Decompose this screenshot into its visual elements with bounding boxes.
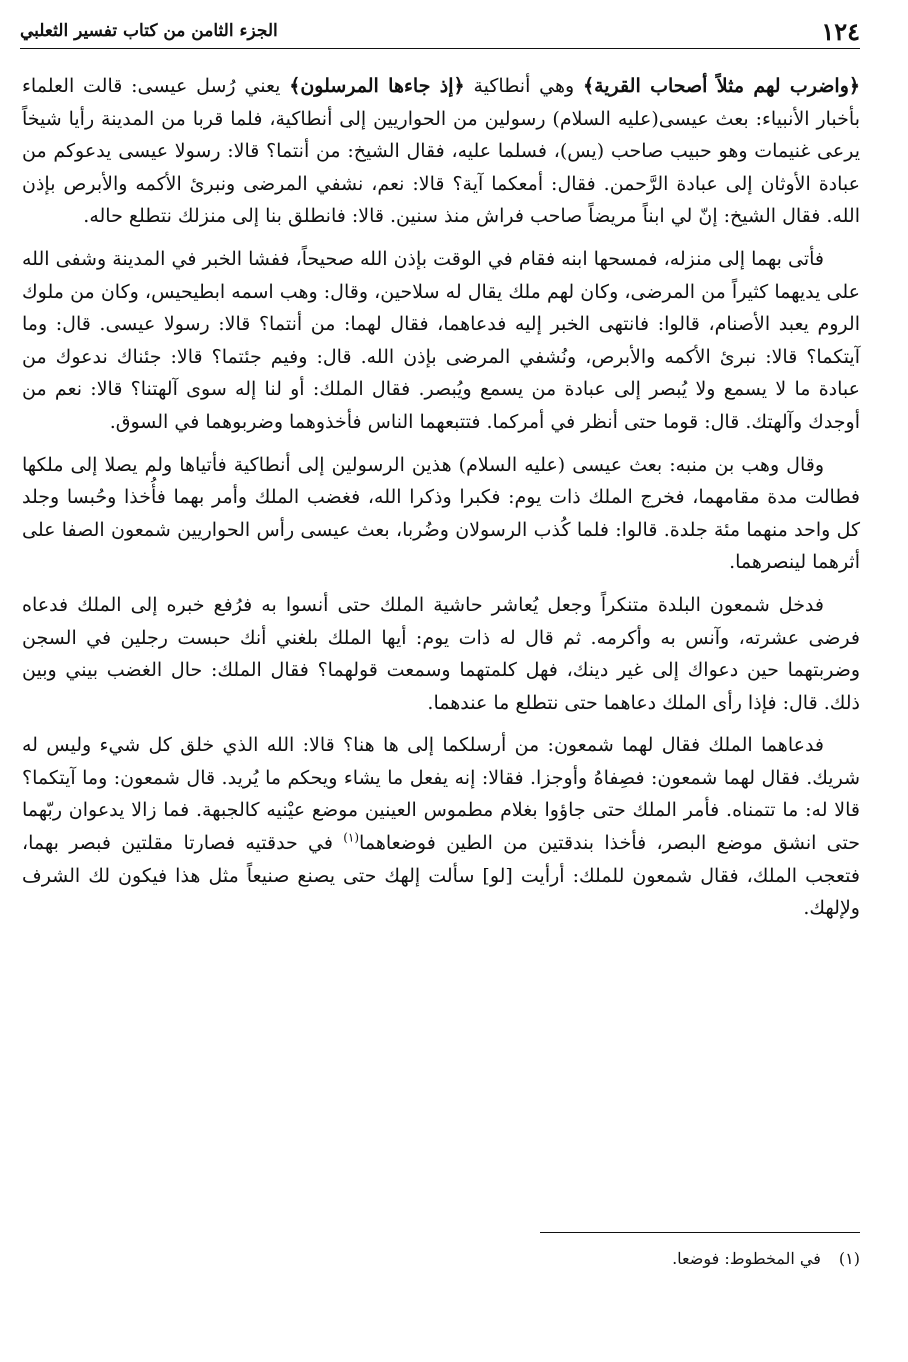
paragraph-2: فأتى بهما إلى منزله، فمسحها ابنه فقام في الوقت بإذن الله صحيحاً، ففشا الخبر في المدينة وشفى الله على يديهما كثيراً من المرضى، وكان لهم ملك يقال له سلاحين، وقال: وهب اسمه ابطيحيس، وكان من ملوك الروم يعبد الأصنام، قالوا: فانتهى الخبر إليه فدعاهما، فقال لهما: من أنتما؟ قالا: رسولا عيسى. قال: وما آيتكما؟ قالا: نبرئ الأكمه والأبرص، ونُشفي المرضى بإذن الله. قال: وفيم جئتما؟ قالا: جئناك ندعوك من عبادة ما لا يسمع ولا يُبصر إلى عبادة من يسمع ويُبصر. فقال الملك: أو لنا إله سوى آلهتنا؟ قالا: نعم من أوجدك وآلهتك. قال: قوما حتى أنظر في أمركما. فتتبعهما الناس فأخذوهما وضربوهما في السوق. — [22, 247, 860, 433]
paragraph-5 — [22, 729, 860, 925]
page-number: ١٢٤ — [821, 16, 860, 46]
footnote-number: (١) — [838, 1249, 860, 1268]
paragraph-4: فدخل شمعون البلدة متنكراً وجعل يُعاشر حاشية الملك حتى أنسوا به فرُفع خبره إلى الملك فدعاه فرضى عشرته، وآنس به وأكرمه. ثم قال له ذات يوم: أيها الملك بلغني أنك حبست رجلين في السجن وضربتهما حين دعواك إلى غير دينك، فهل كلمتهما وسمعت قولهما؟ فقال الملك: حال الغضب بيني وبين ذلك. قال: فإذا رأى الملك دعاهما حتى نتطلع ما عندهما. — [22, 593, 860, 714]
paragraph-text: في حدقتيه فصارتا مقلتين فبصر بهما، فتعجب الملك، فقال شمعون للملك: أرأيت [لو] سألت إلهك حتى يصنع صنيعاً مثل هذا فيكون لك الشرف ولإلهك. — [22, 832, 860, 920]
page-header — [20, 14, 860, 49]
paragraph-3: وقال وهب بن منبه: بعث عيسى (عليه السلام) هذين الرسولين إلى أنطاكية فأتياها ولم يصلا إلى ملكها فطالت مدة مقامهما، فخرج الملك ذات يوم: فكبرا وذكرا الله، فغضب الملك وأمر بهما فأُخذا وحُبسا وجلد كل واحد منهما مئة جلدة. قالوا: فلما كُذب الرسولان وضُربا، بعث عيسى رأس الحواريين شمعون الصفا على أثرهما لينصرهما. — [22, 453, 860, 574]
quran-verse-2: ﴿إذ جاءها المرسلون﴾ — [289, 75, 465, 97]
paragraph-text: وهي أنطاكية — [464, 75, 583, 97]
main-text — [22, 70, 860, 935]
paragraph-text: فدعاهما الملك فقال لهما شمعون: من أرسلكما إلى ها هنا؟ قالا: الله الذي خلق كل شيء وليس له شريك. فقال لهما شمعون: فصِفاهُ وأوجزا. فقالا: إنه يفعل ما يشاء ويحكم ما يُريد. قال شمعون: وما آيتكما؟ قالا له: ما تتمناه. فأمر الملك حتى جاؤوا بغلام مطموس العينين موضع عيْنيه كالجبهة. فما زالا يدعوان ربّهما حتى انشق موضع البصر، فأخذا بندقتين من الطين فوضعاهما — [22, 734, 860, 855]
running-title: الجزء الثامن من كتاب تفسير الثعلبي — [20, 21, 278, 41]
footnote-divider — [540, 1232, 860, 1233]
paragraph-1 — [22, 70, 860, 233]
footnote-reference[interactable]: (١) — [343, 830, 360, 845]
paragraph-text: يعني رُسل عيسى: قالت العلماء بأخبار الأنبياء: بعث عيسى(عليه السلام) رسولين من الحواريين إلى أنطاكية، فلما قربا من المدينة رأيا شيخاً يرعى غنيمات وهو حبيب صاحب (يس)، فسلما عليه، فقال الشيخ: من أنتما؟ قالا: رسولا عيسى يدعوكم من عبادة الأوثان إلى عبادة الرَّحمن. فقال: أمعكما آية؟ قالا: نعم، نشفي المرضى ونبرئ الأكمه والأبرص بإذن الله. فقال الشيخ: إنّ لي ابناً مريضاً صاحب فراش منذ سنين. قالا: فانطلق بنا إلى منزلك نتطلع حاله. — [22, 75, 860, 228]
footnote — [22, 1247, 860, 1271]
footnote-text: في المخطوط: فوضعا. — [672, 1249, 821, 1268]
quran-verse-1: ﴿واضرب لهم مثلاً أصحاب القرية﴾ — [582, 75, 860, 97]
